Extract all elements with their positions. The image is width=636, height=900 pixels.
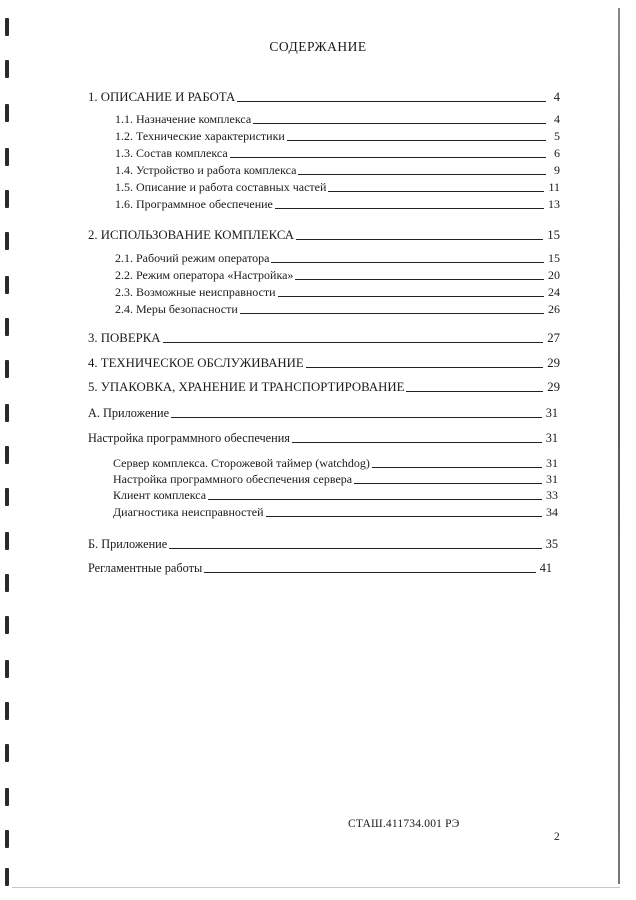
toc-leader [208, 499, 542, 500]
toc-entry-label: 2.4. Меры безопасности [115, 302, 238, 316]
toc-entry-server-software[interactable] [113, 472, 558, 486]
toc-leader [298, 174, 546, 175]
toc-leader [275, 208, 544, 209]
toc-entry-label: 1. ОПИСАНИЕ И РАБОТА [88, 90, 236, 104]
toc-entry-label: Клиент комплекса [113, 488, 207, 502]
toc-entry-2-4[interactable] [115, 302, 560, 316]
toc-leader [266, 516, 543, 517]
toc-entry-label: 1.3. Состав комплекса [115, 146, 228, 160]
toc-entry-2-2[interactable] [115, 268, 560, 282]
toc-page-number: 31 [545, 406, 558, 420]
toc-leader [278, 296, 544, 297]
toc-page-number: 15 [548, 251, 560, 265]
toc-leader [169, 548, 541, 549]
toc-entry-server-watchdog[interactable] [113, 456, 558, 470]
toc-entry-label: 3. ПОВЕРКА [88, 331, 161, 345]
toc-entry-client[interactable] [113, 488, 558, 502]
toc-page-number: 6 [554, 146, 560, 160]
toc-page-number: 27 [547, 331, 560, 345]
toc-page-number: 26 [548, 302, 560, 316]
toc-page-number: 35 [545, 537, 558, 551]
toc-entry-label: 1.5. Описание и работа составных частей [115, 180, 327, 194]
toc-entry-label: Сервер комплекса. Сторожевой таймер (watchdog) [113, 456, 370, 470]
toc-entry-label: Настройка программного обеспечения сервера [113, 472, 353, 486]
toc-entry-diagnostics[interactable] [113, 505, 558, 519]
toc-entry-3[interactable] [88, 331, 560, 345]
toc-page-number: 29 [547, 380, 560, 394]
toc-leader [372, 467, 542, 468]
toc-page-number: 13 [548, 197, 560, 211]
toc-page-number: 34 [546, 505, 558, 519]
toc-entry-1-5[interactable] [115, 180, 560, 194]
toc-page-number: 33 [546, 488, 558, 502]
toc-entry-appendix-a[interactable] [88, 406, 558, 420]
toc-leader [296, 239, 543, 240]
toc-page-number: 4 [554, 112, 560, 126]
document-code: СТАШ.411734.001 РЭ [348, 818, 460, 830]
toc-leader [354, 483, 542, 484]
toc-entry-label: 1.4. Устройство и работа комплекса [115, 163, 297, 177]
toc-entry-label: Регламентные работы [88, 561, 203, 575]
toc-entry-label: Б. Приложение [88, 537, 168, 551]
toc-page-number: 5 [554, 129, 560, 143]
toc-entry-label: 2.1. Рабочий режим оператора [115, 251, 270, 265]
toc-entry-1-1[interactable] [115, 112, 560, 126]
toc-entry-appendix-b[interactable] [88, 537, 558, 551]
toc-leader [204, 572, 536, 573]
toc-entry-2[interactable] [88, 228, 560, 242]
toc-leader [406, 391, 543, 392]
toc-entry-label: Настройка программного обеспечения [88, 431, 290, 445]
toc-entry-2-1[interactable] [115, 251, 560, 265]
toc-entry-label: 2.2. Режим оператора «Настройка» [115, 268, 294, 282]
toc-page-number: 20 [548, 268, 560, 282]
toc-leader [237, 101, 546, 102]
toc-page-number: 31 [546, 456, 558, 470]
toc-leader [171, 417, 542, 418]
toc-page-number: 11 [548, 180, 560, 194]
toc-page-number: 41 [539, 561, 552, 575]
toc-leader [306, 367, 543, 368]
toc-entry-label: 2.3. Возможные неисправности [115, 285, 276, 299]
toc-entry-4[interactable] [88, 356, 560, 370]
toc-entry-label: 5. УПАКОВКА, ХРАНЕНИЕ И ТРАНСПОРТИРОВАНИЕ [88, 380, 405, 394]
toc-leader [295, 279, 544, 280]
toc-page-number: 4 [553, 90, 560, 104]
toc-entry-1-2[interactable] [115, 129, 560, 143]
toc-page-number: 29 [547, 356, 560, 370]
toc-leader [292, 442, 542, 443]
toc-leader [163, 342, 544, 343]
toc-page-number: 31 [545, 431, 558, 445]
toc-entry-label: 1.6. Программное обеспечение [115, 197, 273, 211]
toc-entry-label: А. Приложение [88, 406, 170, 420]
toc-page-number: 9 [554, 163, 560, 177]
toc-entry-2-3[interactable] [115, 285, 560, 299]
toc-entry-label: 2. ИСПОЛЬЗОВАНИЕ КОМПЛЕКСА [88, 228, 295, 242]
toc-entry-1-6[interactable] [115, 197, 560, 211]
toc-entry-label: 4. ТЕХНИЧЕСКОЕ ОБСЛУЖИВАНИЕ [88, 356, 304, 370]
toc-entry-1-4[interactable] [115, 163, 560, 177]
toc-entry-label: Диагностика неисправностей [113, 505, 264, 519]
toc-entry-maintenance[interactable] [88, 561, 552, 575]
page-title: СОДЕРЖАНИЕ [269, 39, 367, 54]
toc-entry-5[interactable] [88, 380, 560, 394]
page-number: 2 [554, 831, 560, 843]
toc-leader [230, 157, 546, 158]
toc-entry-software-setup[interactable] [88, 431, 558, 445]
toc-leader [240, 313, 544, 314]
toc-page-number: 31 [546, 472, 558, 486]
toc-leader [253, 123, 546, 124]
toc-leader [271, 262, 544, 263]
toc-leader [287, 140, 546, 141]
toc-entry-label: 1.2. Технические характеристики [115, 129, 285, 143]
toc-leader [328, 191, 544, 192]
toc-page-number: 24 [548, 285, 560, 299]
toc-entry-label: 1.1. Назначение комплекса [115, 112, 252, 126]
toc-entry-1[interactable] [88, 90, 560, 104]
toc-entry-1-3[interactable] [115, 146, 560, 160]
toc-page-number: 15 [547, 228, 560, 242]
